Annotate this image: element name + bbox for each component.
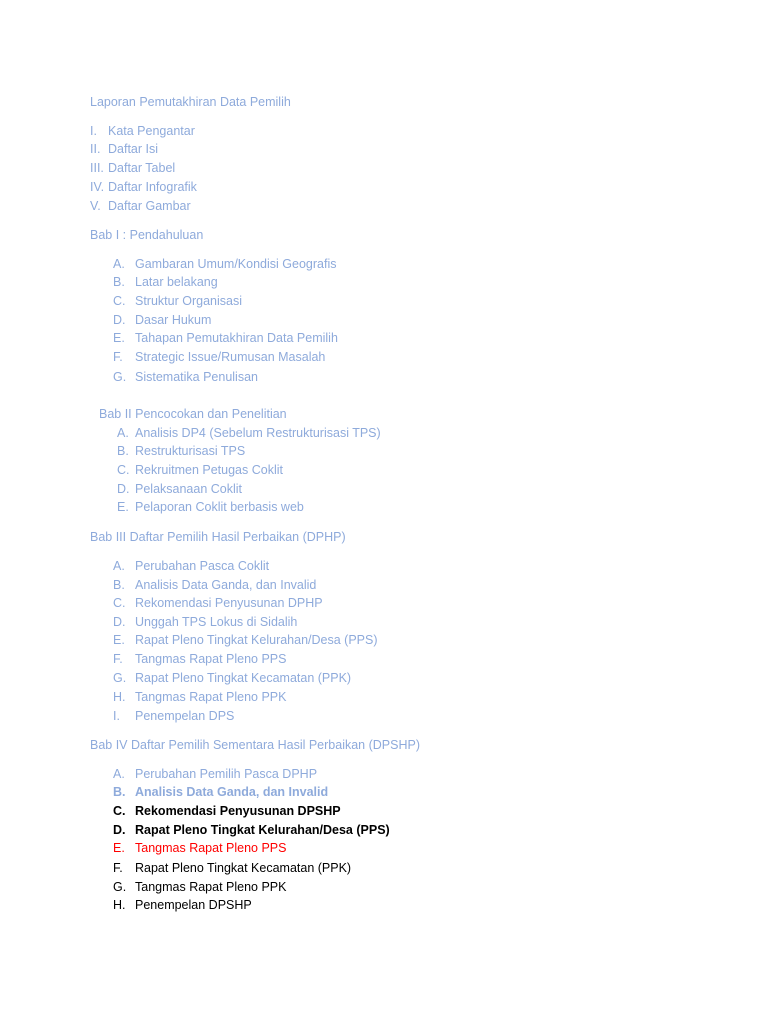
item-number: A. bbox=[113, 257, 125, 271]
bab4-item bbox=[113, 879, 286, 895]
item-text: Tangmas Rapat Pleno PPK bbox=[135, 690, 287, 704]
item-text: Analisis Data Ganda, dan Invalid bbox=[135, 578, 317, 592]
bab4-item bbox=[113, 897, 252, 913]
item-text: Daftar Tabel bbox=[108, 161, 176, 175]
bab1-item bbox=[113, 274, 218, 290]
item-number: A. bbox=[113, 559, 125, 573]
item-text: Pelaksanaan Coklit bbox=[135, 482, 243, 496]
item-text: Struktur Organisasi bbox=[135, 294, 242, 308]
item-text: Rekomendasi Penyusunan DPHP bbox=[135, 596, 323, 610]
item-number: D. bbox=[117, 482, 130, 496]
item-number: V. bbox=[90, 199, 101, 213]
bab3-item bbox=[113, 651, 286, 667]
item-number: G. bbox=[113, 880, 127, 894]
item-number: B. bbox=[113, 578, 125, 592]
bab2-item bbox=[117, 481, 242, 497]
item-text: Rapat Pleno Tingkat Kecamatan (PPK) bbox=[135, 861, 352, 875]
item-text: Daftar Infografik bbox=[108, 180, 197, 194]
item-number: B. bbox=[117, 444, 129, 458]
bab2-item bbox=[117, 499, 304, 515]
item-text: Perubahan Pemilih Pasca DPHP bbox=[135, 767, 318, 781]
bab4-item bbox=[113, 822, 390, 838]
item-number: H. bbox=[113, 898, 126, 912]
item-number: D. bbox=[113, 313, 126, 327]
item-text: Dasar Hukum bbox=[135, 313, 212, 327]
item-number: E. bbox=[113, 841, 125, 855]
doc-title: Laporan Pemutakhiran Data Pemilih bbox=[90, 95, 291, 109]
bab4-item bbox=[113, 784, 328, 800]
item-number: F. bbox=[113, 350, 123, 364]
item-number: C. bbox=[117, 463, 130, 477]
item-number: I. bbox=[90, 124, 97, 138]
item-number: A. bbox=[113, 767, 125, 781]
bab3-item bbox=[113, 670, 351, 686]
bab3-item bbox=[113, 595, 323, 611]
item-number: D. bbox=[113, 823, 126, 837]
item-number: D. bbox=[113, 615, 126, 629]
front-matter-item bbox=[90, 123, 195, 139]
bab1-item bbox=[113, 369, 258, 385]
item-text: Penempelan DPSHP bbox=[135, 898, 252, 912]
bab1-item bbox=[113, 312, 211, 328]
item-number: E. bbox=[117, 500, 129, 514]
front-matter-item bbox=[90, 179, 197, 195]
item-number: F. bbox=[113, 652, 123, 666]
bab2-item bbox=[117, 462, 283, 478]
bab3-heading: Bab III Daftar Pemilih Hasil Perbaikan (DPHP) bbox=[90, 530, 346, 544]
item-text: Pelaporan Coklit berbasis web bbox=[135, 500, 304, 514]
item-number: C. bbox=[113, 596, 126, 610]
item-number: G. bbox=[113, 671, 127, 685]
bab1-heading: Bab I : Pendahuluan bbox=[90, 228, 204, 242]
item-number: IV. bbox=[90, 180, 105, 194]
item-number: C. bbox=[113, 294, 126, 308]
bab2-item bbox=[117, 443, 245, 459]
item-number: III. bbox=[90, 161, 104, 175]
item-text: Tangmas Rapat Pleno PPS bbox=[135, 841, 287, 855]
item-number: F. bbox=[113, 861, 123, 875]
bab1-item bbox=[113, 256, 336, 272]
item-text: Analisis DP4 (Sebelum Restrukturisasi TPS) bbox=[135, 426, 381, 440]
item-text: Rapat Pleno Tingkat Kecamatan (PPK) bbox=[135, 671, 352, 685]
item-text: Rapat Pleno Tingkat Kelurahan/Desa (PPS) bbox=[135, 633, 378, 647]
item-text: Rekomendasi Penyusunan DPSHP bbox=[135, 804, 341, 818]
item-number: B. bbox=[113, 275, 125, 289]
bab1-item bbox=[113, 349, 325, 365]
bab3-item bbox=[113, 632, 378, 648]
item-text: Kata Pengantar bbox=[108, 124, 195, 138]
item-text: Rekruitmen Petugas Coklit bbox=[135, 463, 283, 477]
item-text: Sistematika Penulisan bbox=[135, 370, 258, 384]
item-text: Daftar Gambar bbox=[108, 199, 191, 213]
bab2-item bbox=[117, 425, 381, 441]
item-number: G. bbox=[113, 370, 127, 384]
item-text: Unggah TPS Lokus di Sidalih bbox=[135, 615, 298, 629]
item-number: II. bbox=[90, 142, 101, 156]
item-number: B. bbox=[113, 785, 126, 799]
item-number: C. bbox=[113, 804, 126, 818]
item-text: Analisis Data Ganda, dan Invalid bbox=[135, 785, 329, 799]
bab2-heading: Bab II Pencocokan dan Penelitian bbox=[99, 407, 287, 421]
bab4-item bbox=[113, 766, 317, 782]
front-matter-item bbox=[90, 141, 158, 157]
bab3-item bbox=[113, 689, 286, 705]
item-text: Tangmas Rapat Pleno PPS bbox=[135, 652, 287, 666]
item-text: Daftar Isi bbox=[108, 142, 159, 156]
item-text: Tahapan Pemutakhiran Data Pemilih bbox=[135, 331, 338, 345]
item-text: Penempelan DPS bbox=[135, 709, 235, 723]
item-text: Rapat Pleno Tingkat Kelurahan/Desa (PPS) bbox=[135, 823, 390, 837]
item-text: Perubahan Pasca Coklit bbox=[135, 559, 270, 573]
bab4-heading: Bab IV Daftar Pemilih Sementara Hasil Perbaikan (DPSHP) bbox=[90, 738, 420, 752]
bab4-item bbox=[113, 860, 351, 876]
item-number: E. bbox=[113, 331, 125, 345]
bab4-item bbox=[113, 840, 286, 856]
bab3-item bbox=[113, 558, 269, 574]
bab3-item bbox=[113, 577, 316, 593]
item-text: Restrukturisasi TPS bbox=[135, 444, 246, 458]
item-text: Gambaran Umum/Kondisi Geografis bbox=[135, 257, 337, 271]
item-text: Tangmas Rapat Pleno PPK bbox=[135, 880, 287, 894]
item-text: Strategic Issue/Rumusan Masalah bbox=[135, 350, 326, 364]
item-number: I. bbox=[113, 709, 120, 723]
front-matter-item bbox=[90, 198, 191, 214]
bab3-item bbox=[113, 614, 297, 630]
bab4-item bbox=[113, 803, 341, 819]
item-number: H. bbox=[113, 690, 126, 704]
item-number: E. bbox=[113, 633, 125, 647]
item-text: Latar belakang bbox=[135, 275, 218, 289]
bab1-item bbox=[113, 293, 242, 309]
bab1-item bbox=[113, 330, 338, 346]
bab3-item bbox=[113, 708, 234, 724]
front-matter-item bbox=[90, 160, 175, 176]
item-number: A. bbox=[117, 426, 129, 440]
